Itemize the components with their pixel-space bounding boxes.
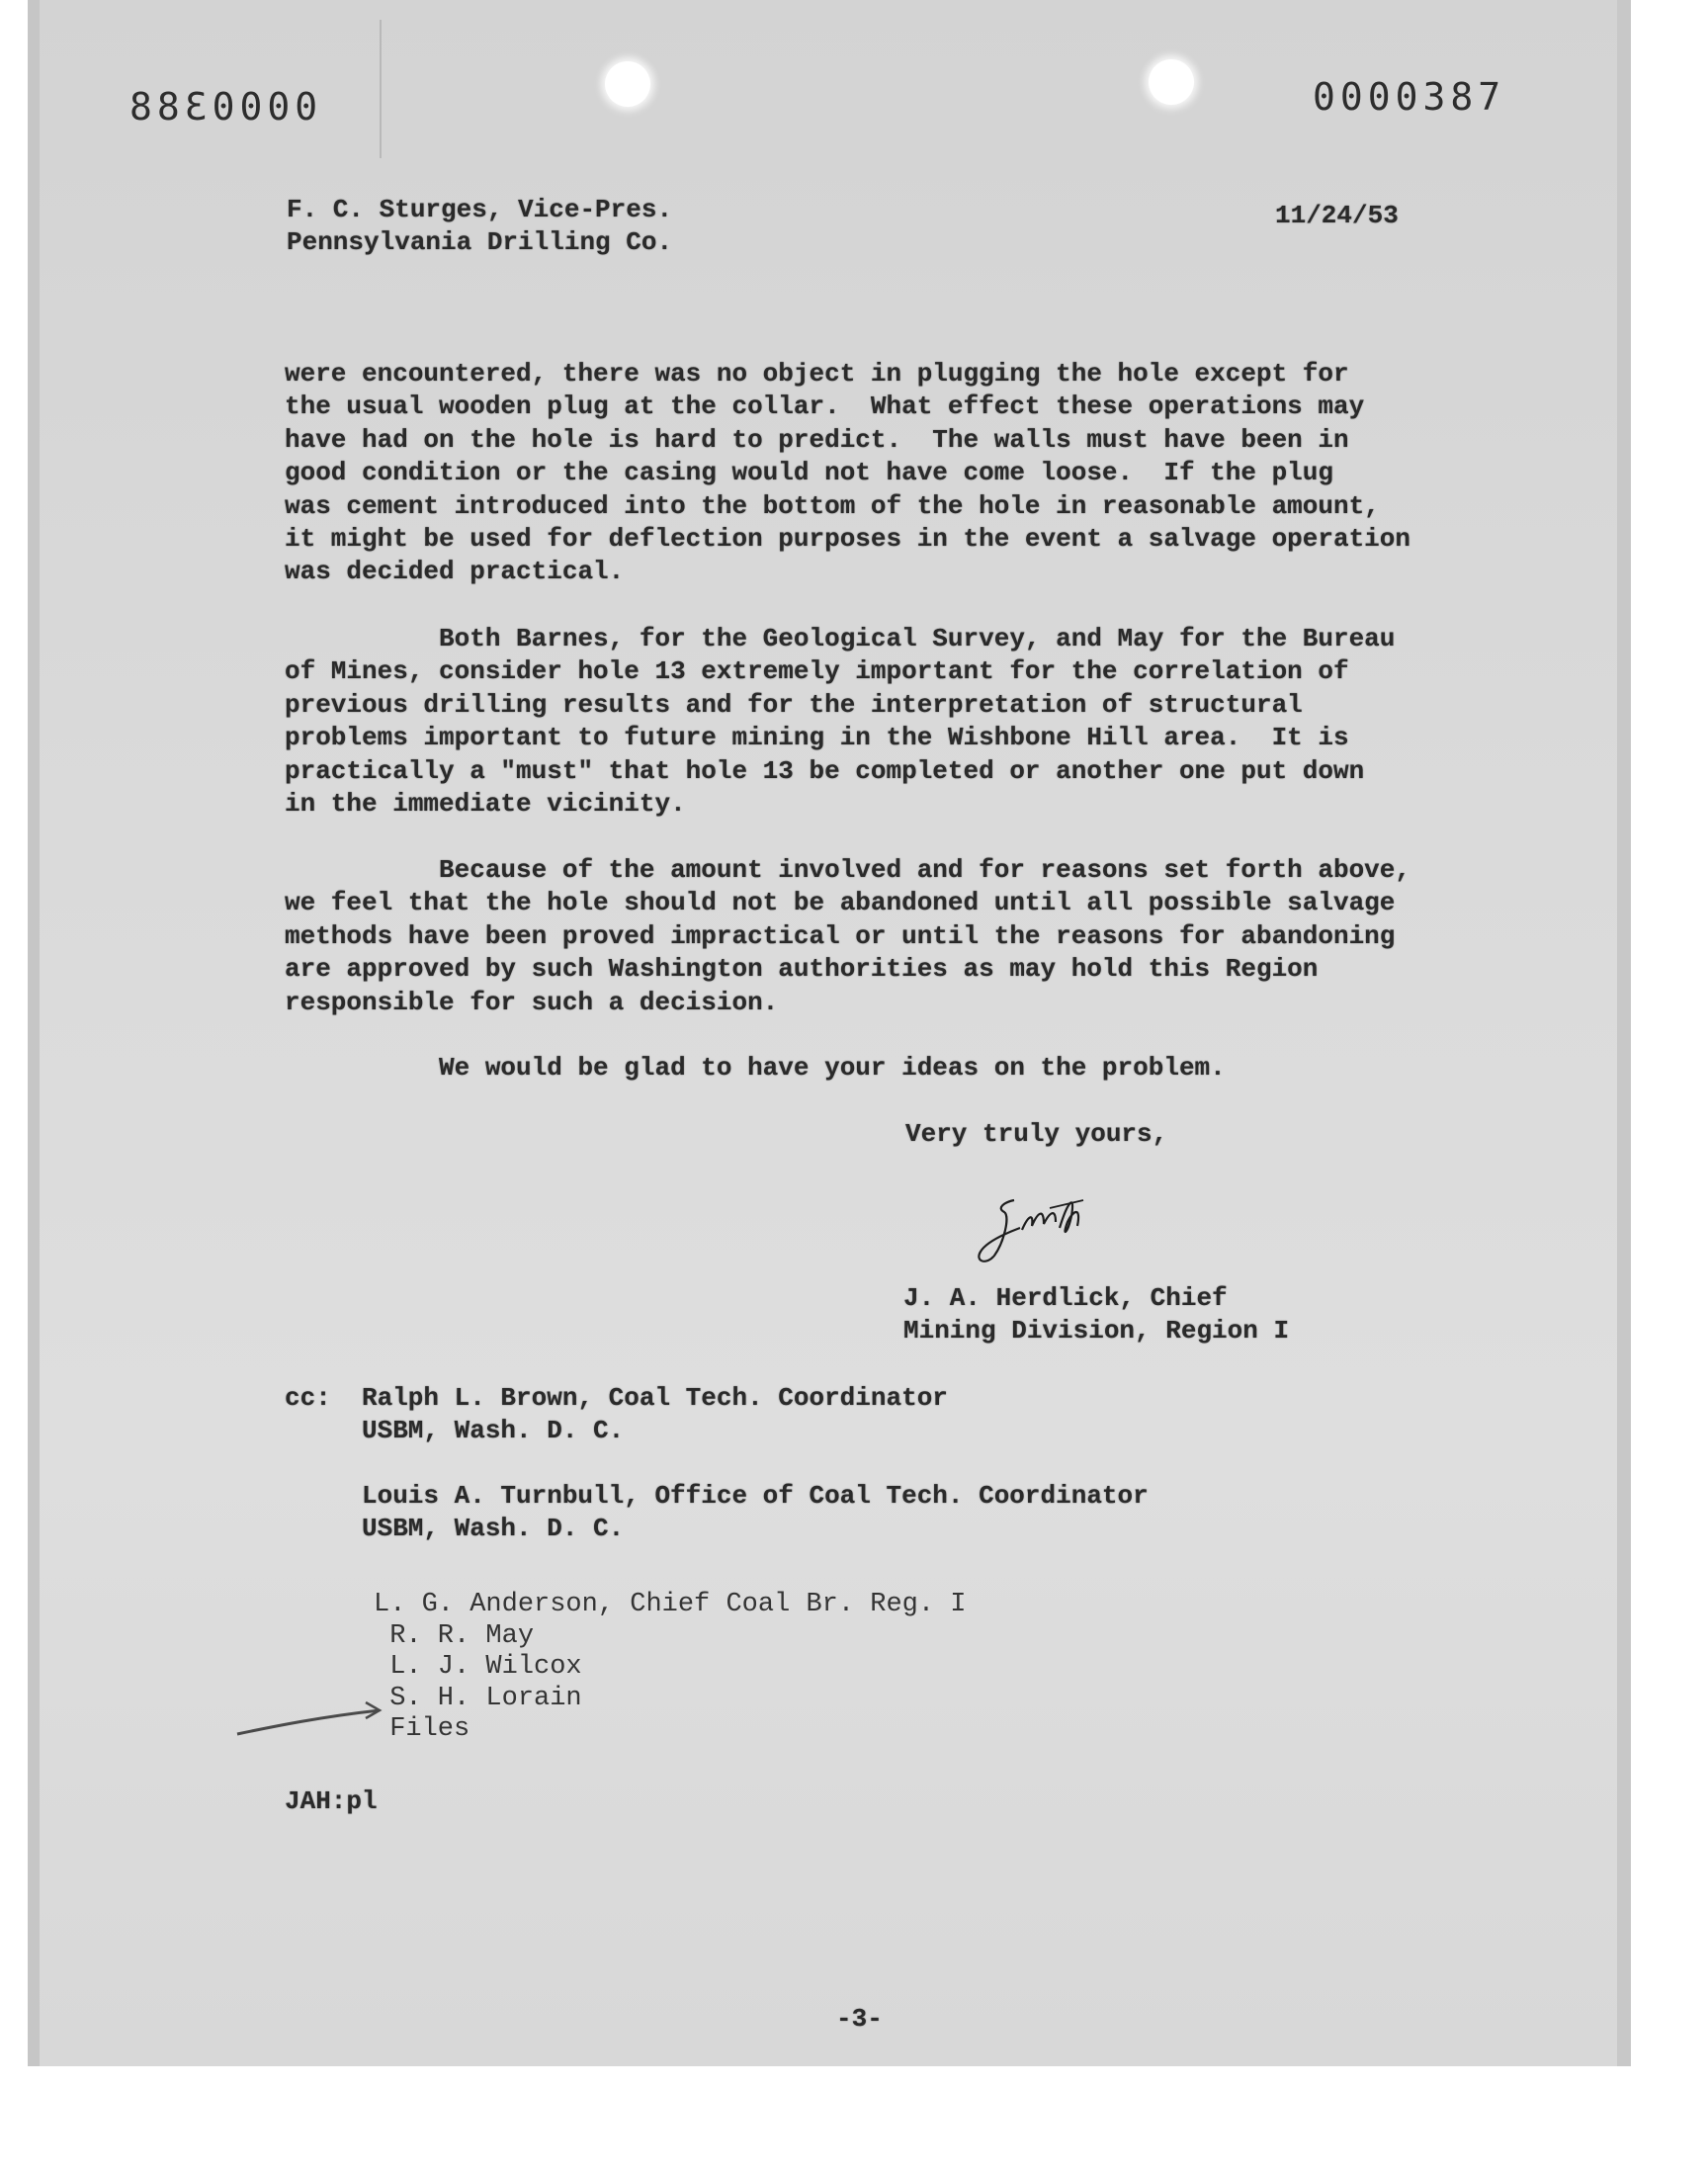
recipient-company: Pennsylvania Drilling Co. (287, 227, 673, 257)
paragraph-line: Both Barnes, for the Geological Survey, and May for the Bureau (285, 624, 1396, 653)
paragraph-line: good condition or the casing would not have come loose. If the plug (285, 458, 1333, 488)
fold-line (380, 20, 382, 158)
handwritten-signature (965, 1182, 1143, 1271)
letter-date: 11/24/53 (1275, 201, 1399, 230)
signer-name: J. A. Herdlick, Chief (903, 1283, 1228, 1313)
distribution-item: S. H. Lorain (374, 1683, 582, 1713)
paragraph-line: problems important to future mining in the Wishbone Hill area. It is (285, 723, 1349, 753)
bates-stamp-right: 0000387 (1313, 75, 1506, 119)
signer-title: Mining Division, Region I (903, 1316, 1290, 1346)
body-paragraph-2 (285, 623, 1550, 821)
cc-entry-1-line-1: Ralph L. Brown, Coal Tech. Coordinator (362, 1383, 948, 1413)
cc-entry-1-line-2: USBM, Wash. D. C. (362, 1416, 625, 1445)
paragraph-line: practically a "must" that hole 13 be completed or another one put down (285, 755, 1365, 786)
reference-initials: JAH:pl (285, 1786, 378, 1816)
paragraph-line: previous drilling results and for the interpretation of structural (285, 689, 1303, 720)
paragraph-line: are approved by such Washington authorities as may hold this Region (285, 954, 1319, 985)
scan-left-edge (28, 0, 40, 2066)
scan-right-edge (1617, 0, 1631, 2066)
paragraph-line: methods have been proved impractical or until the reasons for abandoning (285, 920, 1396, 951)
paragraph-line: in the immediate vicinity. (285, 789, 686, 820)
paragraph-line: it might be used for deflection purposes in the event a salvage operation (285, 524, 1410, 555)
paragraph-line: We would be glad to have your ideas on the problem. (285, 1053, 1226, 1083)
body-paragraph-3 (285, 854, 1550, 1019)
distribution-item: L. G. Anderson, Chief Coal Br. Reg. I (374, 1590, 967, 1619)
cc-entry-2-line-2: USBM, Wash. D. C. (362, 1514, 625, 1543)
paragraph-line: the usual wooden plug at the collar. What effect these operations may (285, 392, 1365, 422)
body-paragraph-1 (285, 358, 1550, 589)
punch-hole-left (605, 61, 650, 107)
cc-label: cc: (285, 1383, 331, 1413)
closing-salutation: Very truly yours, (905, 1119, 1168, 1149)
paragraph-line: have had on the hole is hard to predict. The walls must have been in (285, 424, 1349, 455)
paragraph-line: of Mines, consider hole 13 extremely important for the correlation of (285, 656, 1349, 687)
distribution-item: L. J. Wilcox (374, 1652, 582, 1682)
bates-stamp-left: 0000388 (125, 85, 318, 129)
punch-hole-right (1149, 59, 1194, 105)
paragraph-line: we feel that the hole should not be abandoned until all possible salvage (285, 888, 1396, 918)
paragraph-line: responsible for such a decision. (285, 987, 779, 1017)
body-paragraph-4 (285, 1052, 1550, 1085)
paragraph-line: were encountered, there was no object in plugging the hole except for (285, 359, 1349, 389)
paragraph-line: was decided practical. (285, 557, 625, 587)
scanned-page (28, 0, 1617, 2066)
handwritten-arrow-mark (235, 1691, 384, 1740)
paragraph-line: was cement introduced into the bottom of the hole in reasonable amount, (285, 490, 1380, 521)
cc-entry-2-line-1: Louis A. Turnbull, Office of Coal Tech. Coordinator (362, 1481, 1149, 1511)
distribution-item: R. R. May (374, 1620, 535, 1651)
distribution-list (374, 1590, 967, 1746)
page-number: -3- (836, 2004, 883, 2034)
recipient-name: F. C. Sturges, Vice-Pres. (287, 195, 673, 224)
paragraph-line: Because of the amount involved and for reasons set forth above, (285, 855, 1410, 885)
distribution-item: Files (374, 1714, 470, 1744)
